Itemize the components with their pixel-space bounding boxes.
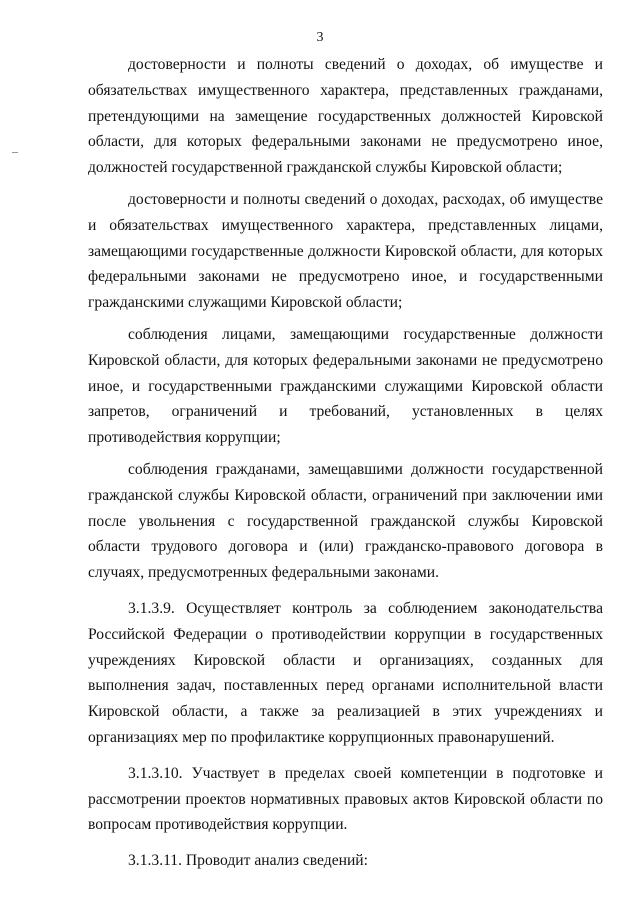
paragraph-section-3-1-3-10: 3.1.3.10. Участвует в пределах своей компетенции в подготовке и рассмотрении проектов нормативных правовых актов Кировской области по вопросам противодействия коррупции. <box>88 764 603 834</box>
paragraph-1: достоверности и полноты сведений о доходах, об имуществе и обязательствах имущественного характера, представленных гражданами, претендующими на замещение государственных должностей Кировской области, для которых федеральными законами не предусмотрено иное, должностей государственной гражданской службы Кировской области; <box>88 56 603 177</box>
paragraph-section-3-1-3-9: 3.1.3.9. Осуществляет контроль за соблюдением законодательства Российской Федерации о противодействии коррупции в государственных учреждениях Кировской области и организациях, созданных для выполнения задач, поставленных перед органами исполнительной власти Кировской области, а также за реализацией в этих учреждениях и организациях мер по профилактике коррупционных правонарушений. <box>88 599 603 746</box>
paragraph-4: соблюдения гражданами, замещавшими должности государственной гражданской службы Кировской области, ограничений при заключении ими после увольнения с государственной гражданской службы Кировской области трудового договора и (или) гражданско-правового договора в случаях, предусмотренных федеральными законами. <box>88 460 603 582</box>
margin-mark <box>12 152 18 153</box>
document-body <box>88 52 603 874</box>
paragraph-2: достоверности и полноты сведений о доходах, расходах, об имуществе и обязательствах имущественного характера, представленных лицами, замещающими государственные должности Кировской области, для которых федеральными законами не предусмотрено иное, и государственными гражданскими служащими Кировской области; <box>88 190 603 312</box>
page-number: 3 <box>316 30 324 45</box>
paragraph-section-3-1-3-11: 3.1.3.11. Проводит анализ сведений: <box>128 852 368 870</box>
paragraph-3: соблюдения лицами, замещающими государственные должности Кировской области, для которых федеральными законами не предусмотрено иное, и государственными гражданскими служащими Кировской области запретов, ограничений и требований, установленных в целях противодействия коррупции; <box>88 325 603 447</box>
